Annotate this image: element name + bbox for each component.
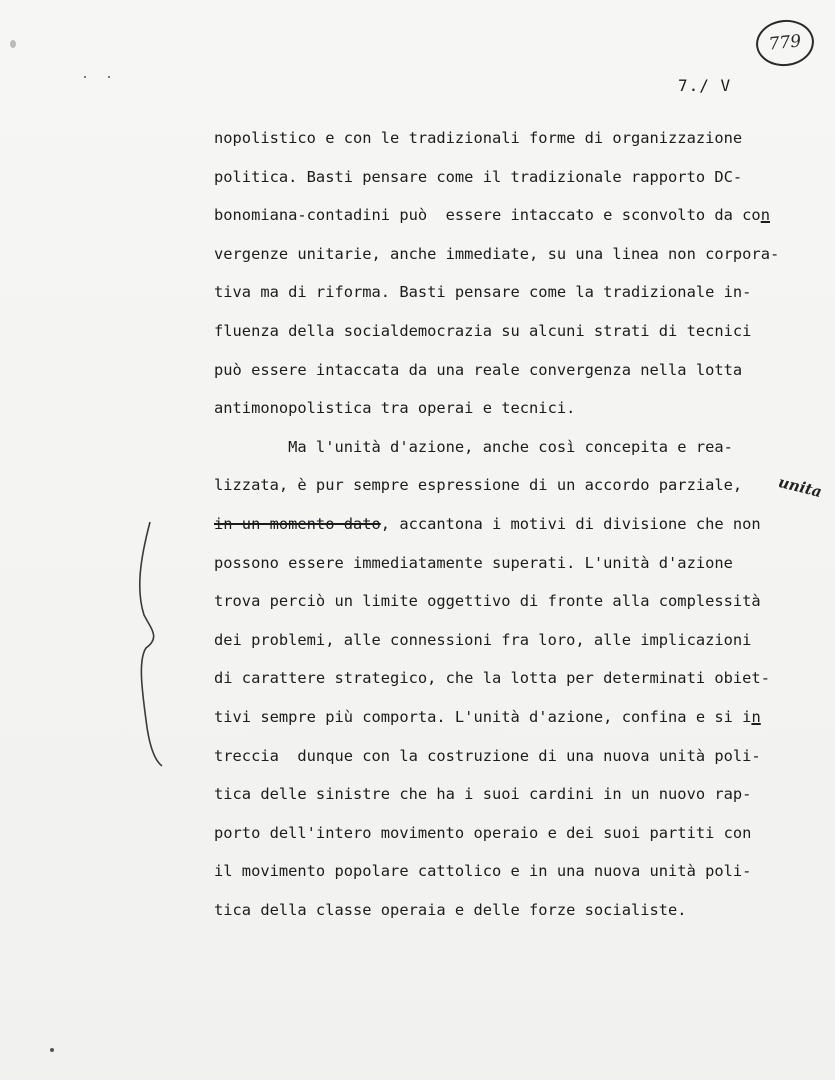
text-segment: bonomiana-contadini può essere intaccato e sconvolto da co	[214, 206, 761, 225]
text-segment: politica. Basti pensare come il tradizionale rapporto DC-	[214, 167, 743, 186]
stamp-number: 779	[767, 31, 803, 55]
text-line	[214, 437, 733, 457]
text-segment: lizzata, è pur sempre espressione di un accordo parziale,	[214, 476, 743, 495]
text-segment: tiva ma di riforma. Basti pensare come la tradizionale in-	[214, 283, 752, 302]
text-line	[214, 553, 733, 573]
text-segment: possono essere immediatamente superati. L'unità d'azione	[214, 553, 733, 572]
text-segment: nopolistico e con le tradizionali forme di organizzazione	[214, 129, 743, 147]
text-line	[214, 861, 751, 881]
text-line	[214, 900, 687, 920]
text-segment: di carattere strategico, che la lotta per determinati obiet-	[214, 669, 770, 688]
handwritten-margin-note: unita	[776, 472, 824, 502]
text-line	[214, 360, 742, 380]
page-number: 7./ V	[678, 76, 732, 95]
text-segment: fluenza della socialdemocrazia su alcuni strati di tecnici	[214, 322, 752, 340]
text-line	[214, 668, 770, 688]
text-line	[214, 514, 761, 534]
text-line	[214, 630, 751, 650]
text-line	[214, 398, 575, 418]
text-segment: tivi sempre più comporta. L'unità d'azione, confina e si i	[214, 708, 752, 726]
text-line	[214, 707, 761, 727]
underlined-text: n	[751, 708, 761, 726]
margin-bracket-mark	[132, 520, 172, 770]
text-line	[214, 784, 751, 804]
text-segment: il movimento popolare cattolico e in una nuova unità poli-	[214, 862, 752, 881]
text-line	[214, 475, 742, 495]
text-line	[214, 167, 742, 187]
text-line	[214, 746, 761, 766]
paper-speck	[84, 76, 86, 78]
text-line	[214, 282, 751, 302]
text-segment: porto dell'intero movimento operaio e dei suoi partiti con	[214, 823, 752, 842]
text-segment: può essere intaccata da una reale convergenza nella lotta	[214, 360, 743, 379]
text-line	[214, 128, 742, 148]
text-segment: Ma l'unità d'azione, anche così concepita e rea-	[214, 437, 733, 456]
struck-text: in un momento dato	[214, 515, 381, 533]
text-segment: tica delle sinistre che ha i suoi cardini in un nuovo rap-	[214, 785, 752, 804]
text-segment: vergenze unitarie, anche immediate, su una linea non corpora-	[214, 244, 780, 263]
text-segment: dei problemi, alle connessioni fra loro, alle implicazioni	[214, 630, 752, 649]
text-line	[214, 205, 770, 225]
text-segment: antimonopolistica tra operai e tecnici.	[214, 399, 576, 418]
text-segment: treccia dunque con la costruzione di una nuova unità poli-	[214, 746, 761, 765]
text-line	[214, 244, 779, 264]
text-line	[214, 321, 751, 341]
text-line	[214, 591, 761, 611]
paper-speck	[50, 1048, 54, 1052]
archive-stamp	[754, 17, 816, 69]
underlined-text: n	[760, 206, 770, 225]
text-segment: tica della classe operaia e delle forze socialiste.	[214, 901, 687, 919]
text-segment: , accantona i motivi di divisione che non	[380, 515, 761, 533]
text-line	[214, 823, 751, 843]
paper-speck	[10, 40, 16, 48]
text-segment: trova perciò un limite oggettivo di fronte alla complessità	[214, 592, 761, 611]
paper-speck	[108, 76, 110, 78]
